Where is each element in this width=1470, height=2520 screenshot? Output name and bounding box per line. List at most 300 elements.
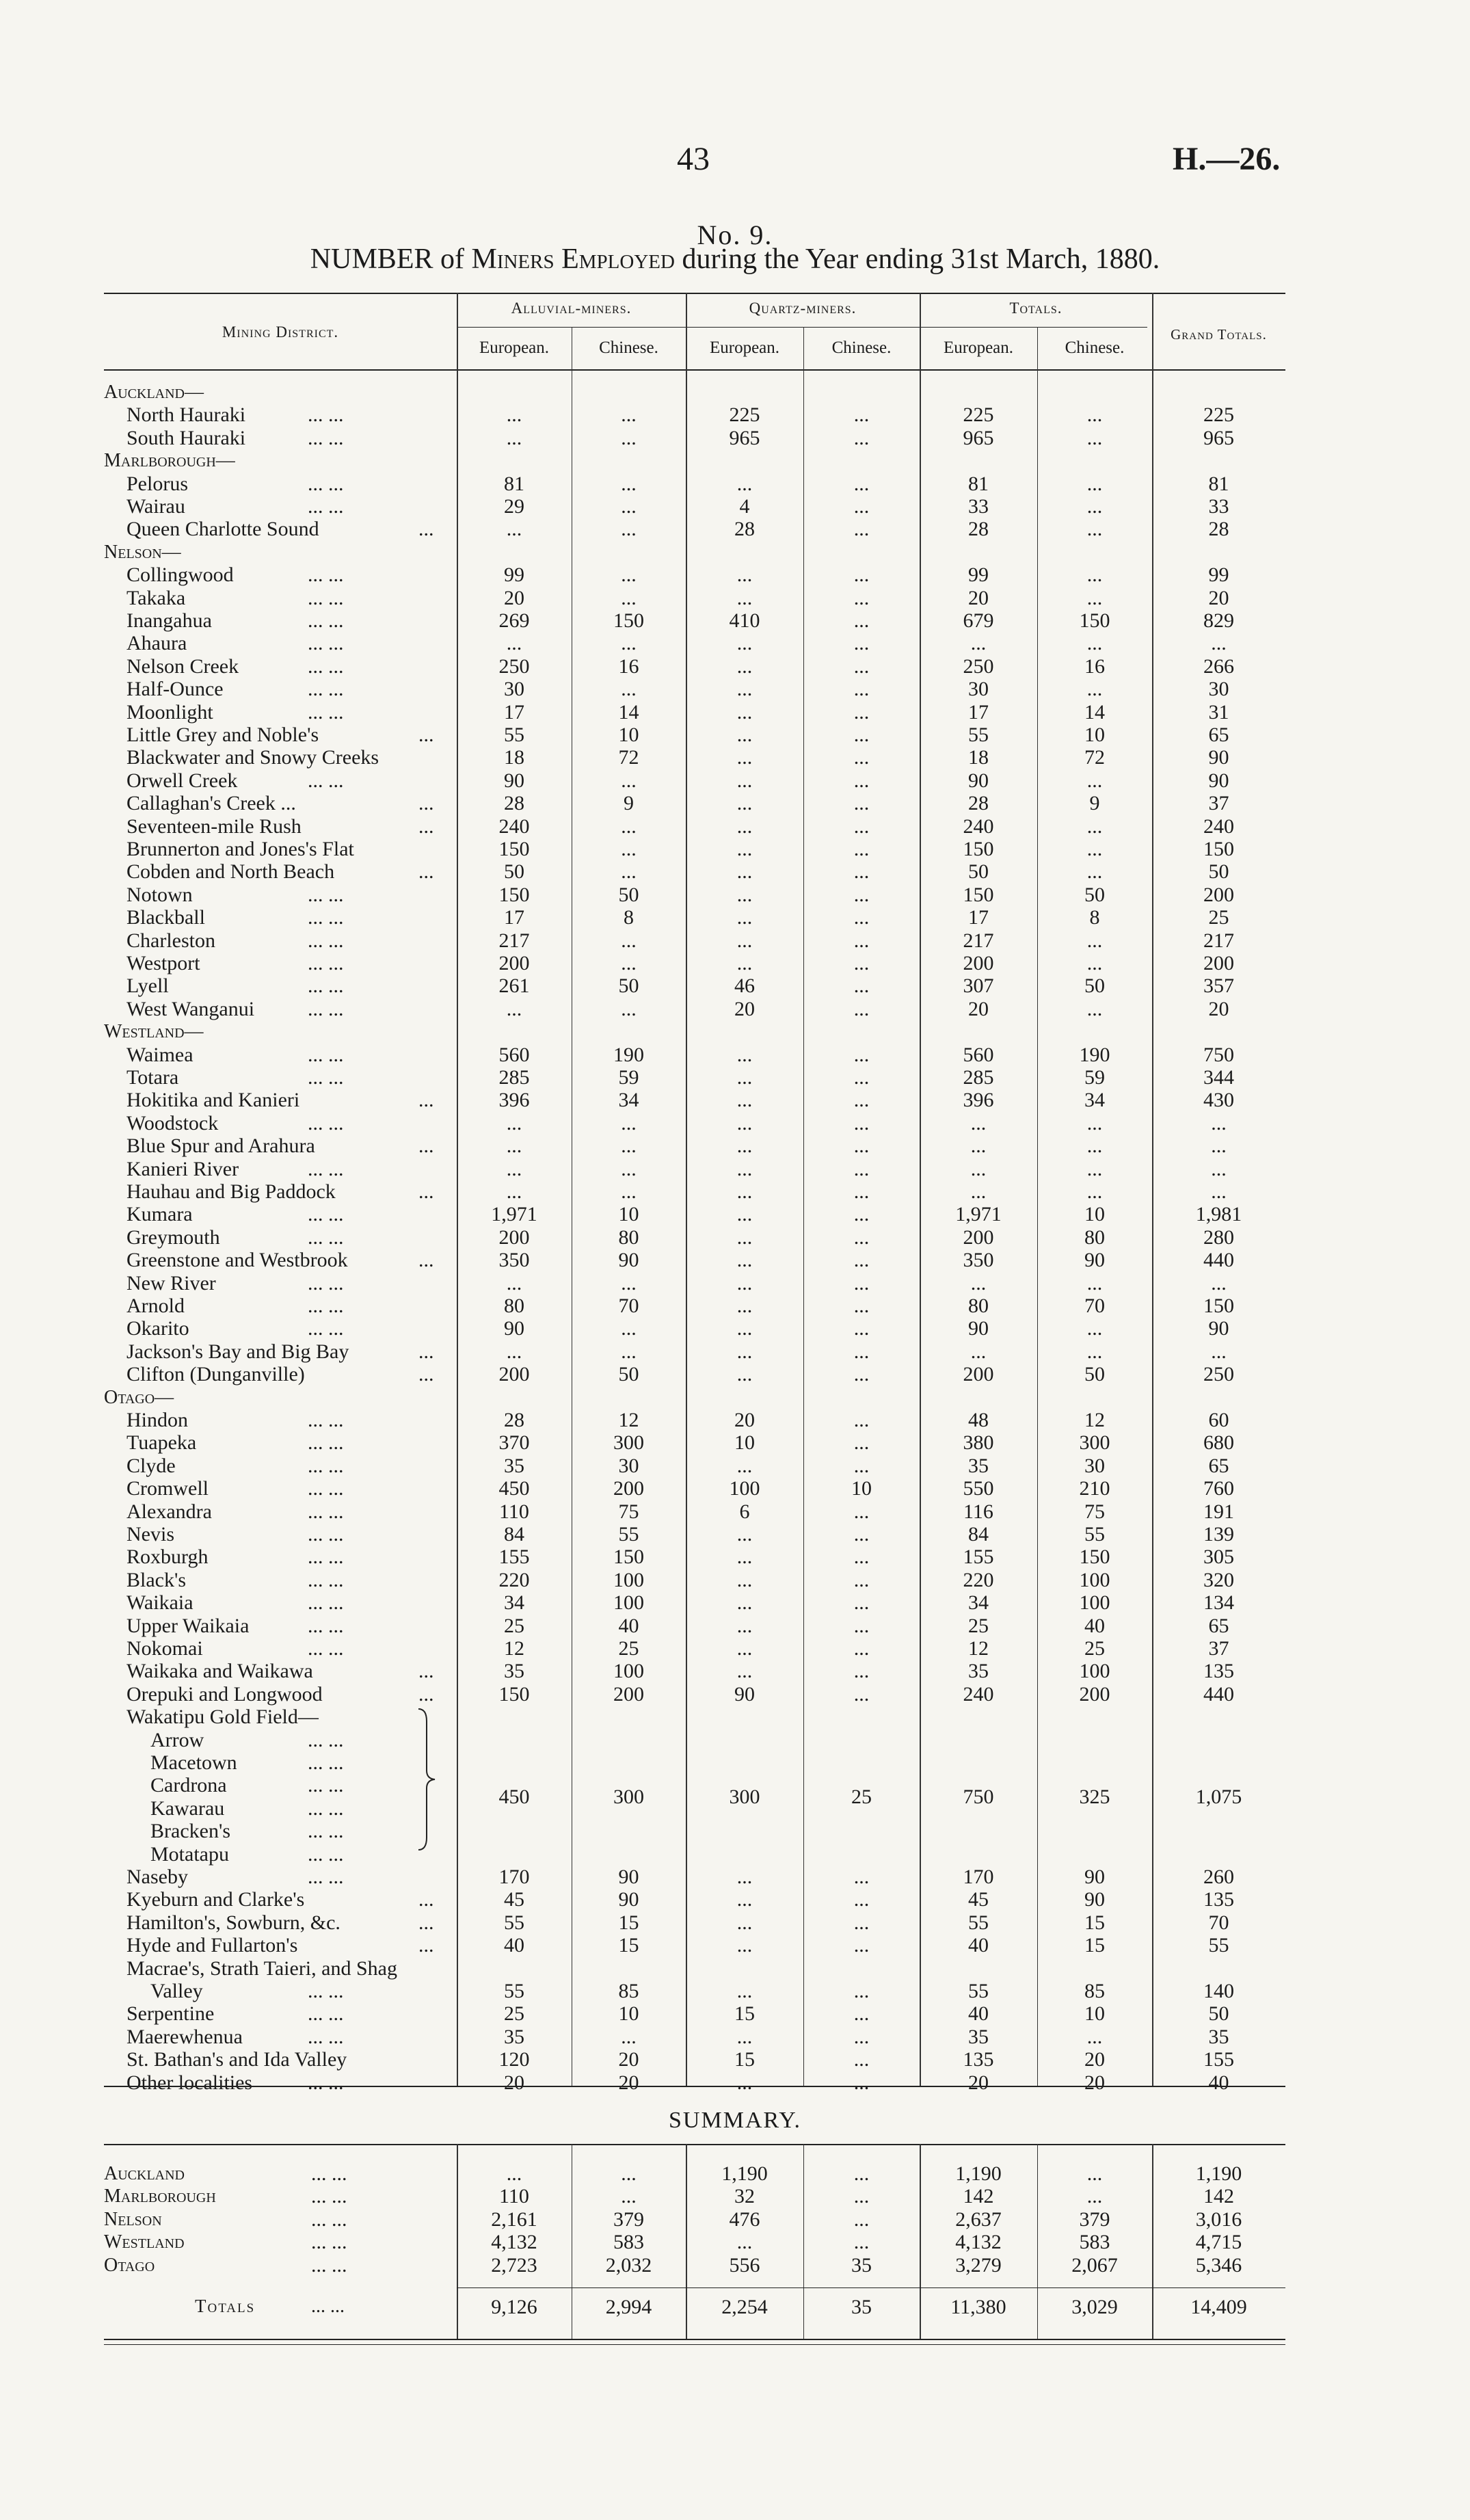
cell-totals-chinese: 8 (1089, 906, 1100, 929)
cell-quartz-chinese: ... (853, 1431, 870, 1455)
summary-cell-grand-total: 1,190 (1195, 2162, 1242, 2185)
cell-quartz-chinese: ... (853, 426, 870, 449)
locality-name: Arrow (150, 1728, 204, 1751)
summary-cell-totals-european: 142 (963, 2185, 994, 2208)
header-alluvial-miners: Alluvial-miners. (511, 300, 632, 317)
cell-quartz-european: ... (736, 563, 753, 587)
summary-cell-totals-european: 3,279 (955, 2253, 1002, 2277)
locality-name: Blue Spur and Arahura (126, 1135, 315, 1158)
locality-name: Okarito (126, 1317, 189, 1340)
summary-row (0, 2254, 1470, 2277)
cell-totals-chinese: 15 (1084, 1934, 1105, 1957)
cell-totals-european: 116 (963, 1500, 993, 1523)
locality-name: Callaghan's Creek ... (126, 792, 296, 815)
table-row (0, 1158, 1470, 1180)
cell-quartz-european: ... (736, 929, 753, 952)
table-row (0, 1180, 1470, 1203)
cell-alluvial-european: 560 (498, 1043, 530, 1066)
table-row (0, 1226, 1470, 1249)
cell-totals-european: ... (970, 1157, 987, 1180)
cell-alluvial-european: 55 (504, 1911, 524, 1934)
cell-totals-european: 200 (963, 1363, 994, 1386)
cell-alluvial-chinese: 90 (618, 1249, 639, 1272)
table-row (0, 2002, 1470, 2025)
cell-quartz-european: 300 (729, 1785, 760, 1808)
cell-totals-european: 40 (968, 2002, 989, 2026)
cell-totals-chinese: ... (1086, 860, 1103, 884)
table-row (0, 1706, 1470, 1728)
cell-alluvial-chinese: 55 (618, 1523, 639, 1546)
cell-grand-total: 90 (1208, 746, 1229, 769)
cell-grand-total: 680 (1203, 1431, 1234, 1455)
leader-dots: ... ... (308, 2002, 344, 2026)
locality-name: Waikaia (126, 1591, 193, 1615)
cell-alluvial-chinese: 100 (613, 1568, 644, 1591)
cell-alluvial-european: 110 (499, 1500, 529, 1523)
cell-alluvial-european: 35 (504, 1660, 524, 1683)
cell-totals-chinese: 9 (1089, 792, 1100, 815)
cell-alluvial-european: 261 (498, 974, 530, 998)
locality-name: Inangahua (126, 609, 212, 632)
cell-totals-chinese: 90 (1084, 1866, 1105, 1888)
cell-alluvial-european: 170 (498, 1866, 530, 1888)
table-row (0, 518, 1470, 540)
cell-totals-european: 30 (968, 678, 989, 701)
cell-alluvial-european: 150 (498, 838, 530, 860)
totals-cell-totals-chinese: 3,029 (1071, 2296, 1118, 2318)
summary-cell-totals-chinese: ... (1086, 2185, 1103, 2208)
cell-alluvial-chinese: 150 (613, 1546, 644, 1569)
header-mining-district: Mining District. (222, 323, 339, 341)
cell-quartz-european: 15 (734, 2002, 755, 2026)
locality-name: Wairau (126, 495, 185, 518)
cell-totals-chinese: 14 (1084, 700, 1105, 724)
leader-dots: ... ... (308, 1317, 344, 1340)
summary-cell-alluvial-european: 2,723 (491, 2253, 537, 2277)
cell-quartz-european: ... (736, 1225, 753, 1249)
cell-totals-chinese: 190 (1079, 1043, 1110, 1066)
cell-quartz-european: ... (736, 838, 753, 860)
section-name: Auckland— (104, 382, 204, 403)
totals-cell-alluvial-european: 9,126 (491, 2296, 537, 2318)
summary-cell-grand-total: 4,715 (1195, 2231, 1242, 2254)
cell-totals-chinese: ... (1086, 403, 1103, 427)
cell-quartz-chinese: ... (853, 1934, 870, 1957)
cell-quartz-chinese: ... (853, 2002, 870, 2026)
cell-quartz-chinese: ... (853, 1454, 870, 1477)
cell-quartz-european: ... (736, 472, 753, 495)
cell-totals-chinese: 100 (1079, 1591, 1110, 1615)
cell-totals-european: 17 (968, 906, 989, 929)
summary-title-rule (104, 2144, 1285, 2145)
cell-alluvial-european: 200 (498, 1363, 530, 1386)
cell-totals-european: 200 (963, 952, 994, 974)
summary-cell-totals-chinese: 2,067 (1071, 2253, 1118, 2277)
cell-quartz-chinese: ... (853, 472, 870, 495)
cell-totals-chinese: 72 (1084, 746, 1105, 769)
cell-quartz-chinese: ... (853, 838, 870, 860)
leader-dots: ... ... (308, 1980, 344, 2002)
locality-name: Nelson Creek (126, 654, 239, 678)
cell-totals-european: 150 (963, 838, 994, 860)
table-row (0, 1431, 1470, 1454)
locality-name: Greymouth (126, 1225, 220, 1249)
cell-alluvial-chinese: 50 (618, 1363, 639, 1386)
title-part-3: during the Year ending 31st March, 1880. (674, 243, 1160, 275)
leader-dots: ... (418, 792, 434, 815)
cell-quartz-european: ... (736, 700, 753, 724)
cell-grand-total: 50 (1208, 2002, 1229, 2026)
leader-dots: ... ... (308, 1431, 344, 1455)
locality-name: Cobden and North Beach (126, 860, 335, 884)
cell-alluvial-chinese: 50 (618, 974, 639, 998)
cell-quartz-chinese: ... (853, 997, 870, 1020)
cell-quartz-chinese: ... (853, 883, 870, 906)
cell-grand-total: 65 (1208, 1454, 1229, 1477)
cell-totals-european: 200 (963, 1225, 994, 1249)
totals-cell-alluvial-chinese: 2,994 (605, 2296, 652, 2318)
cell-alluvial-chinese: 75 (618, 1500, 639, 1523)
cell-grand-total: 33 (1208, 495, 1229, 518)
leader-dots: ... ... (308, 1225, 344, 1249)
cell-totals-european: ... (970, 1180, 987, 1203)
cell-totals-european: 55 (968, 1980, 989, 2002)
locality-name: Other localities (126, 2071, 253, 2094)
cell-grand-total: 225 (1203, 403, 1234, 427)
locality-name: North Hauraki (126, 403, 246, 427)
cell-totals-chinese: 70 (1084, 1295, 1105, 1317)
cell-quartz-european: ... (736, 1135, 753, 1158)
table-title (0, 243, 1470, 276)
cell-quartz-chinese: ... (853, 1271, 870, 1295)
cell-quartz-european: ... (736, 1546, 753, 1569)
cell-totals-chinese: 100 (1079, 1660, 1110, 1683)
cell-quartz-chinese: ... (853, 769, 870, 792)
locality-name: Motatapu (150, 1842, 229, 1866)
header-quartz-miners: Quartz-miners. (749, 300, 857, 317)
cell-totals-european: 550 (963, 1477, 994, 1500)
locality-name: Macrae's, Strath Taieri, and Shag (126, 1957, 397, 1980)
cell-quartz-chinese: ... (853, 1180, 870, 1203)
cell-totals-european: 40 (968, 1934, 989, 1957)
cell-quartz-european: 6 (739, 1500, 750, 1523)
cell-quartz-chinese: ... (853, 1043, 870, 1066)
cell-alluvial-chinese: 85 (618, 1980, 639, 2002)
locality-name: Totara (126, 1066, 179, 1089)
leader-dots: ... ... (308, 1820, 344, 1843)
leader-dots: ... ... (308, 1043, 344, 1066)
cell-totals-chinese: 10 (1084, 2002, 1105, 2026)
locality-name: Westport (126, 952, 200, 974)
cell-totals-european: 90 (968, 1317, 989, 1340)
cell-grand-total: ... (1211, 1180, 1227, 1203)
summary-row (0, 2231, 1470, 2253)
cell-alluvial-european: 17 (504, 906, 524, 929)
header-top-rule (104, 293, 1285, 294)
title-part-1: NUMBER of (310, 243, 472, 275)
table-row (0, 563, 1470, 586)
summary-cell-quartz-european: 556 (729, 2253, 760, 2277)
cell-totals-chinese: 59 (1084, 1066, 1105, 1089)
table-row (0, 860, 1470, 883)
cell-totals-european: ... (970, 1135, 987, 1158)
cell-alluvial-chinese: 10 (618, 2002, 639, 2026)
district-section-row (0, 449, 1470, 472)
cell-quartz-chinese: ... (853, 403, 870, 427)
cell-totals-chinese: ... (1086, 952, 1103, 974)
cell-quartz-chinese: ... (853, 1660, 870, 1683)
leader-dots: ... ... (308, 974, 344, 998)
locality-name: Orepuki and Longwood (126, 1682, 323, 1706)
cell-alluvial-european: 28 (504, 1409, 524, 1431)
table-row (0, 815, 1470, 838)
table-row (0, 1523, 1470, 1546)
cell-grand-total: 37 (1208, 792, 1229, 815)
cell-quartz-european: ... (736, 1111, 753, 1135)
cell-alluvial-european: 350 (498, 1249, 530, 1272)
cell-quartz-chinese: ... (853, 1363, 870, 1386)
summary-cell-quartz-chinese: ... (853, 2207, 870, 2231)
cell-alluvial-european: 55 (504, 1980, 524, 2002)
cell-totals-chinese: ... (1086, 495, 1103, 518)
cell-totals-chinese: ... (1086, 586, 1103, 609)
table-row (0, 1888, 1470, 1911)
document-reference: H.—26. (1173, 141, 1281, 177)
table-row (0, 403, 1470, 426)
leader-dots: ... ... (308, 1295, 344, 1317)
leader-dots: ... ... (308, 1477, 344, 1500)
cell-alluvial-european: 84 (504, 1523, 524, 1546)
cell-totals-chinese: 90 (1084, 1249, 1105, 1272)
cell-grand-total: 25 (1208, 906, 1229, 929)
cell-quartz-european: 225 (729, 403, 760, 427)
cell-totals-chinese: 90 (1084, 1888, 1105, 1911)
cell-alluvial-chinese: 70 (618, 1295, 639, 1317)
cell-grand-total: 240 (1203, 814, 1234, 838)
cell-totals-european: 20 (968, 586, 989, 609)
cell-alluvial-chinese: 12 (618, 1409, 639, 1431)
cell-alluvial-chinese: ... (621, 769, 637, 792)
cell-quartz-european: 4 (739, 495, 750, 518)
cell-grand-total: 65 (1208, 1614, 1229, 1637)
cell-quartz-chinese: ... (853, 2025, 870, 2048)
section-name: Marlborough— (104, 450, 235, 472)
cell-grand-total: 750 (1203, 1043, 1234, 1066)
cell-totals-chinese: 150 (1079, 609, 1110, 632)
cell-alluvial-chinese: 80 (618, 1225, 639, 1249)
district-section-row (0, 381, 1470, 403)
cell-alluvial-chinese: ... (621, 1111, 637, 1135)
cell-totals-european: 17 (968, 700, 989, 724)
summary-cell-totals-chinese: 583 (1079, 2231, 1110, 2254)
summary-cell-alluvial-chinese: ... (621, 2185, 637, 2208)
summary-cell-quartz-chinese: ... (853, 2162, 870, 2185)
cell-alluvial-european: 120 (498, 2048, 530, 2071)
cell-alluvial-european: ... (506, 997, 522, 1020)
leader-dots: ... ... (308, 1568, 344, 1591)
cell-grand-total: 250 (1203, 1363, 1234, 1386)
table-row (0, 1980, 1470, 2002)
cell-totals-european: 55 (968, 1911, 989, 1934)
cell-totals-chinese: 10 (1084, 724, 1105, 746)
page-number: 43 (677, 141, 710, 177)
cell-alluvial-chinese: 10 (618, 1203, 639, 1226)
cell-alluvial-chinese: ... (621, 952, 637, 974)
cell-quartz-european: ... (736, 746, 753, 769)
locality-name: Serpentine (126, 2002, 215, 2026)
cell-alluvial-european: 12 (504, 1637, 524, 1660)
cell-quartz-chinese: ... (853, 563, 870, 587)
table-row (0, 998, 1470, 1020)
summary-cell-quartz-european: 32 (734, 2185, 755, 2208)
cell-alluvial-chinese: ... (621, 403, 637, 427)
cell-alluvial-european: ... (506, 1340, 522, 1363)
summary-title: SUMMARY. (669, 2108, 801, 2133)
cell-quartz-european: ... (736, 1317, 753, 1340)
cell-alluvial-european: 81 (504, 472, 524, 495)
cell-totals-chinese: ... (1086, 2025, 1103, 2048)
summary-cell-alluvial-european: ... (506, 2162, 522, 2185)
leader-dots: ... ... (308, 2071, 344, 2094)
cell-quartz-european: 20 (734, 997, 755, 1020)
cell-quartz-european: ... (736, 1180, 753, 1203)
cell-totals-chinese: 40 (1084, 1614, 1105, 1637)
cell-grand-total: 28 (1208, 518, 1229, 541)
summary-row (0, 2185, 1470, 2207)
cell-quartz-chinese: ... (853, 1409, 870, 1431)
cell-totals-chinese: ... (1086, 1157, 1103, 1180)
cell-quartz-european: ... (736, 1363, 753, 1386)
cell-totals-european: 20 (968, 2071, 989, 2094)
cell-alluvial-european: 220 (498, 1568, 530, 1591)
cell-quartz-chinese: ... (853, 1637, 870, 1660)
table-row (0, 1340, 1470, 1363)
cell-totals-european: 217 (963, 929, 994, 952)
cell-grand-total: 260 (1203, 1866, 1234, 1888)
locality-name: Orwell Creek (126, 769, 238, 792)
leader-dots: ... ... (308, 472, 344, 495)
table-row (0, 609, 1470, 632)
locality-name: Kyeburn and Clarke's (126, 1888, 305, 1911)
cell-quartz-european: ... (736, 1866, 753, 1888)
locality-name: Charleston (126, 929, 215, 952)
cell-grand-total: 20 (1208, 997, 1229, 1020)
locality-name: Macetown (150, 1751, 237, 1774)
cell-totals-european: 679 (963, 609, 994, 632)
locality-name: Nokomai (126, 1637, 203, 1660)
leader-dots: ... ... (308, 654, 344, 678)
leader-dots: ... ... (311, 2231, 347, 2254)
cell-quartz-european: ... (736, 1523, 753, 1546)
cell-grand-total: 357 (1203, 974, 1234, 998)
table-row (0, 838, 1470, 860)
header-totals-chinese: Chinese. (1065, 339, 1125, 357)
totals-bottom-rule (104, 2339, 1285, 2340)
table-row (0, 495, 1470, 518)
cell-grand-total: 150 (1203, 1295, 1234, 1317)
cell-quartz-chinese: ... (853, 906, 870, 929)
cell-grand-total: ... (1211, 1111, 1227, 1135)
cell-totals-chinese: 50 (1084, 1363, 1105, 1386)
cell-totals-chinese: 75 (1084, 1500, 1105, 1523)
locality-name: Notown (126, 883, 193, 906)
cell-alluvial-european: 150 (498, 883, 530, 906)
cell-quartz-chinese: ... (853, 1546, 870, 1569)
cell-alluvial-european: ... (506, 1135, 522, 1158)
summary-top-rule (104, 2086, 1285, 2087)
cell-totals-chinese: ... (1086, 1180, 1103, 1203)
locality-name: Greenstone and Westbrook (126, 1249, 348, 1272)
table-row (0, 701, 1470, 724)
locality-name: Jackson's Bay and Big Bay (126, 1340, 349, 1363)
totals-top-rule (457, 2287, 1285, 2288)
summary-cell-alluvial-chinese: 2,032 (605, 2253, 652, 2277)
header-bottom-rule (104, 369, 1285, 371)
cell-quartz-european: ... (736, 1249, 753, 1272)
leader-dots: ... ... (308, 426, 344, 449)
table-row (0, 678, 1470, 700)
summary-cell-alluvial-european: 2,161 (491, 2207, 537, 2231)
summary-row (0, 2208, 1470, 2231)
cell-alluvial-european: ... (506, 1180, 522, 1203)
cell-totals-european: 750 (963, 1785, 994, 1808)
table-row (0, 1272, 1470, 1295)
cell-alluvial-european: 25 (504, 1614, 524, 1637)
cell-alluvial-european: 1,971 (491, 1203, 537, 1226)
cell-grand-total: 139 (1203, 1523, 1234, 1546)
summary-district-name: Westland (104, 2231, 185, 2253)
cell-quartz-chinese: ... (853, 1591, 870, 1615)
cell-totals-chinese: 34 (1084, 1089, 1105, 1112)
totals-values (0, 2296, 1470, 2318)
cell-totals-european: 50 (968, 860, 989, 884)
cell-alluvial-european: ... (506, 1111, 522, 1135)
cell-alluvial-chinese: ... (621, 860, 637, 884)
cell-quartz-european: ... (736, 1089, 753, 1112)
summary-cell-totals-european: 4,132 (955, 2231, 1002, 2254)
cell-quartz-european: ... (736, 632, 753, 655)
cell-quartz-chinese: ... (853, 586, 870, 609)
cell-alluvial-chinese: 25 (618, 1637, 639, 1660)
cell-alluvial-european: 269 (498, 609, 530, 632)
cell-quartz-european: 90 (734, 1682, 755, 1706)
cell-quartz-chinese: ... (853, 1317, 870, 1340)
table-row (0, 952, 1470, 974)
locality-name: Wakatipu Gold Field— (126, 1706, 319, 1729)
cell-alluvial-chinese: 50 (618, 883, 639, 906)
table-row (0, 1637, 1470, 1660)
cell-totals-european: 33 (968, 495, 989, 518)
leader-dots: ... ... (308, 929, 344, 952)
summary-cell-quartz-chinese: ... (853, 2185, 870, 2208)
cell-quartz-chinese: ... (853, 1089, 870, 1112)
locality-name: Roxburgh (126, 1546, 209, 1569)
locality-name: Ahaura (126, 632, 187, 655)
cell-alluvial-european: 29 (504, 495, 524, 518)
leader-dots: ... ... (308, 1774, 344, 1797)
cell-grand-total: 1,981 (1195, 1203, 1242, 1226)
cell-alluvial-european: 250 (498, 654, 530, 678)
cell-grand-total: 60 (1208, 1409, 1229, 1431)
locality-name: Maerewhenua (126, 2025, 243, 2048)
cell-totals-chinese: ... (1086, 472, 1103, 495)
cell-totals-european: 240 (963, 1682, 994, 1706)
locality-name: Blackwater and Snowy Creeks (126, 746, 379, 769)
cell-grand-total: 35 (1208, 2025, 1229, 2048)
cell-quartz-chinese: ... (853, 929, 870, 952)
cell-alluvial-chinese: 100 (613, 1660, 644, 1683)
cell-alluvial-chinese: 34 (618, 1089, 639, 1112)
